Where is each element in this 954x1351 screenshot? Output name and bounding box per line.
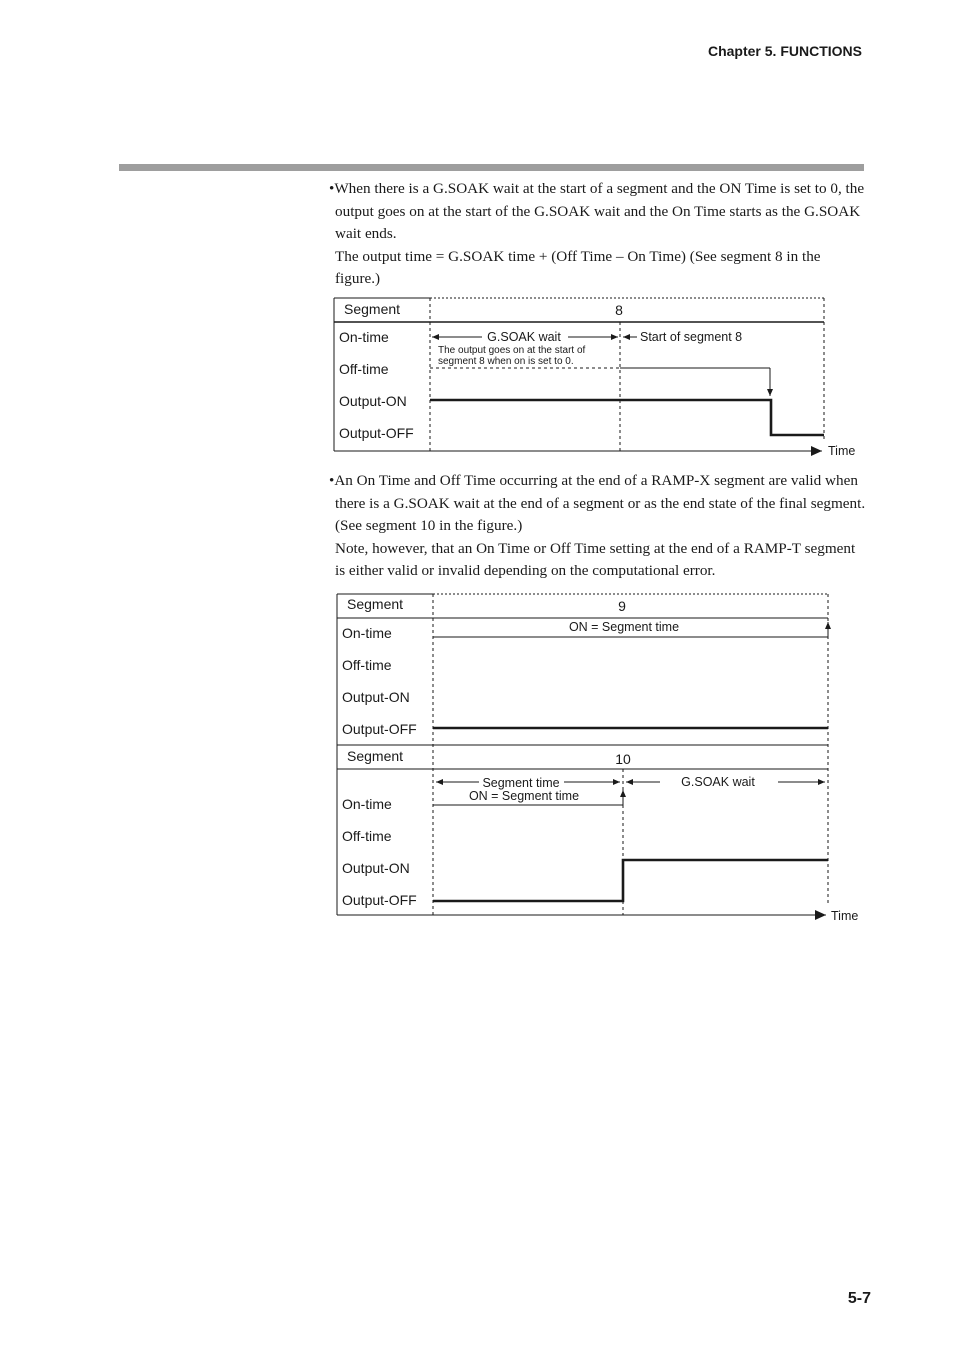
paragraph-text: The output time = G.SOAK time + (Off Time – On Time) (See segment 8 in the figure.) xyxy=(335,247,821,287)
note-line-2: segment 8 when on is set to 0. xyxy=(438,356,574,367)
segment-10-output-signal xyxy=(433,860,828,901)
row-label-off-time: Off-time xyxy=(339,361,389,377)
time-axis-label: Time xyxy=(828,444,856,458)
row-label-output-off: Output-OFF xyxy=(342,892,417,908)
chapter-header: Chapter 5. FUNCTIONS xyxy=(707,43,862,59)
segment-9-on-label: ON = Segment time xyxy=(568,620,680,634)
start-of-segment-label: Start of segment 8 xyxy=(640,330,743,344)
paragraph-text: •When there is a G.SOAK wait at the start of a segment and the ON Time is set to 0, the output goes on at the start of the G.SOAK wait and the On Time starts as the G.SOAK wait ends. xyxy=(329,180,865,242)
time-axis-label: Time xyxy=(831,909,859,923)
segment-time-label: Segment time xyxy=(482,776,560,790)
paragraph-text: •An On Time and Off Time occurring at the end of a RAMP-X segment are valid when there is a G.SOAK wait at the end of a segment or as the end state of the final segment. (See segment 10 in the figure.) xyxy=(329,472,866,534)
row-label-output-off: Output-OFF xyxy=(339,425,414,441)
segment-10-on-label: ON = Segment time xyxy=(468,789,580,803)
segment-header-label: Segment xyxy=(347,748,404,764)
paragraph-text: Note, however, that an On Time or Off Time setting at the end of a RAMP-T segment is either valid or invalid depending on the computational error. xyxy=(335,539,856,579)
row-label-output-on: Output-ON xyxy=(342,689,410,705)
row-label-output-off: Output-OFF xyxy=(342,721,417,737)
note-line-1: The output goes on at the start of xyxy=(438,345,586,356)
row-label-on-time: On-time xyxy=(342,796,392,812)
gsoak-wait-label: G.SOAK wait xyxy=(487,330,561,344)
segment-10-number: 10 xyxy=(615,751,631,767)
row-label-on-time: On-time xyxy=(342,625,392,641)
row-label-output-on: Output-ON xyxy=(339,393,407,409)
segment-header-label: Segment xyxy=(344,301,401,317)
row-label-on-time: On-time xyxy=(339,329,389,345)
row-label-off-time: Off-time xyxy=(342,828,392,844)
row-label-output-on: Output-ON xyxy=(342,860,410,876)
segment-number: 8 xyxy=(615,302,623,318)
segment-9-number: 9 xyxy=(618,598,626,614)
gsoak-wait-label: G.SOAK wait xyxy=(681,775,755,789)
row-label-off-time: Off-time xyxy=(342,657,392,673)
page-number: 5-7 xyxy=(847,1290,871,1307)
segment-header-label: Segment xyxy=(347,596,404,612)
